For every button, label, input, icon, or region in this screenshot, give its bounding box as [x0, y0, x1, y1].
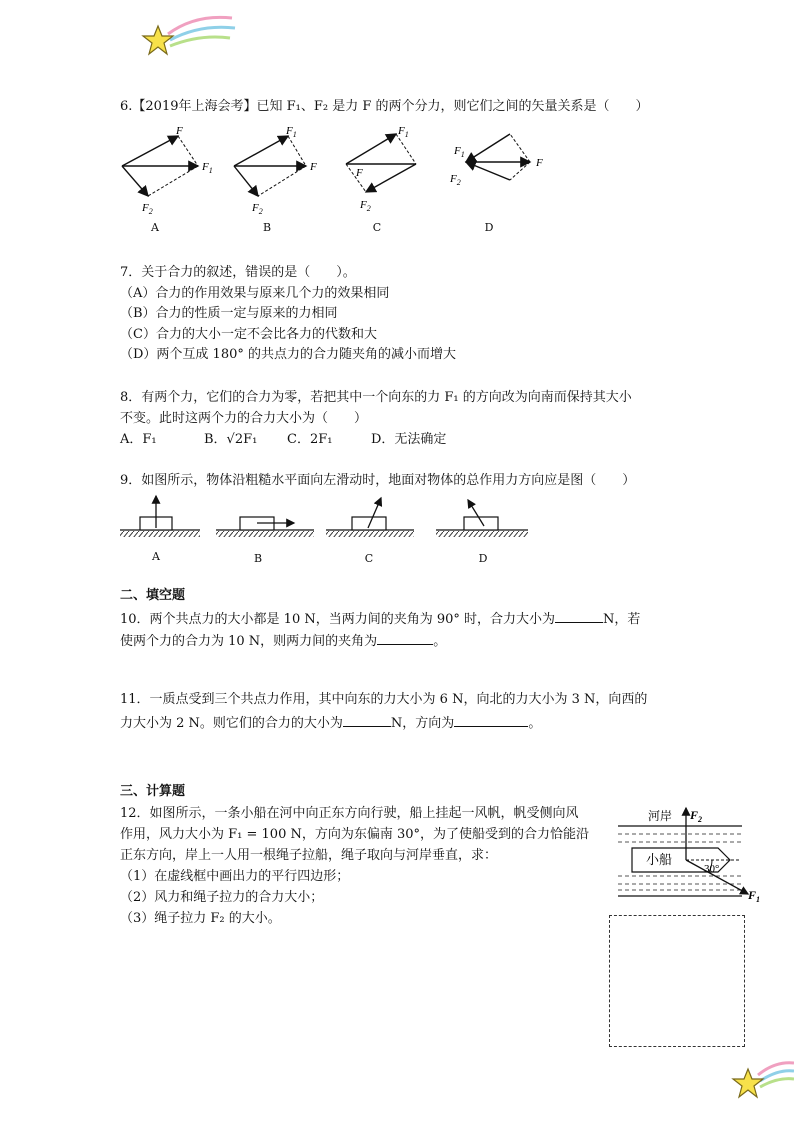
q8-option-d: D．无法确定	[371, 432, 447, 447]
q9-option-b-label: B	[253, 552, 263, 565]
q9-diagram-c	[326, 498, 414, 537]
svg-text:F: F	[536, 157, 543, 169]
svg-text:F: F	[310, 161, 317, 173]
q12-sub-1: （1）在虚线框中画出力的平行四边形；	[120, 869, 350, 884]
svg-text:F: F	[356, 167, 363, 179]
q10-text-a: 10．两个共点力的大小都是 10 N，当两力间的夹角为 90° 时，合力大小为	[120, 612, 556, 627]
q10-text-d: 。	[433, 634, 447, 649]
svg-text:F2: $F_2$	[450, 173, 461, 187]
q7-option-d: （D）两个互成 180° 的共点力的合力随夹角的减小而增大	[120, 347, 457, 362]
q12-fig-angle-label: 30°	[704, 863, 720, 875]
question-11-line2	[120, 712, 541, 734]
question-7-stem: 7．关于合力的叙述，错误的是（ ）。	[120, 265, 356, 280]
section-fill-in-heading: 二、填空题	[120, 588, 186, 603]
q6-vector-diagrams	[110, 118, 570, 218]
q11-text-b: N，方向为	[390, 716, 455, 731]
q9-option-d-label: D	[478, 552, 488, 565]
section-calculation-heading: 三、计算题	[120, 784, 186, 799]
question-8-stem-line1: 8．有两个力，它们的合力为零，若把其中一个向东的力 F₁ 的方向改为向南而保持其大小	[120, 390, 632, 405]
q8-option-a: A．F₁	[120, 432, 157, 447]
q9-diagram-b	[216, 517, 314, 537]
q12-sub-2: （2）风力和绳子拉力的合力大小；	[120, 890, 324, 905]
q11-text-c: 。	[528, 716, 542, 731]
q6-diagram-c	[346, 125, 416, 213]
question-9-stem: 9．如图所示，物体沿粗糙水平面向左滑动时，地面对物体的总作用力方向应是图（ ）	[120, 473, 636, 488]
q6-option-a-label: A	[151, 221, 159, 234]
svg-text:F1: $F_1$	[286, 125, 297, 139]
q6-diagram-a	[122, 125, 213, 216]
q9-diagram-a	[120, 496, 200, 537]
q6-diagram-d	[449, 134, 543, 187]
q11-text-a: 力大小为 2 N。则它们的合力的大小为	[120, 716, 343, 731]
q7-option-c: （C）合力的大小一定不会比各力的代数和大	[120, 327, 377, 342]
q10-text-b: N，若	[603, 612, 641, 627]
q11-answer-blank-1[interactable]	[343, 712, 391, 727]
svg-text:F2: $F_2$	[142, 202, 153, 216]
question-10-line2	[120, 630, 446, 652]
q10-answer-blank-1[interactable]	[555, 608, 603, 623]
svg-text:F1: $F_1$	[202, 161, 213, 175]
svg-text:F: F	[176, 125, 183, 137]
svg-text:F1: $F_1$	[454, 145, 465, 159]
svg-text:F2: $F_2$	[360, 199, 371, 213]
question-12-line1: 12．如图所示，一条小船在河中向正东方向行驶，船上挂起一风帆，帆受侧向风	[120, 806, 579, 821]
q8-option-b: B．√2F₁	[204, 432, 258, 447]
q12-sub-3: （3）绳子拉力 F₂ 的大小。	[120, 911, 281, 926]
q12-fig-bank-label: 河岸	[648, 809, 673, 823]
svg-text:F1: $F_1$	[748, 888, 761, 904]
q8-option-c: C．2F₁	[287, 432, 333, 447]
q11-answer-blank-2[interactable]	[454, 712, 528, 727]
question-10-line1	[120, 608, 640, 630]
shooting-star-icon	[730, 1055, 794, 1105]
q9-option-a-label: A	[152, 550, 160, 563]
q9-option-c-label: C	[364, 552, 374, 565]
q6-option-c-label: C	[372, 221, 382, 234]
question-6-stem: 6.【2019年上海会考】已知 F₁、F₂ 是力 F 的两个分力，则它们之间的矢量关系是（ ）	[120, 99, 649, 114]
svg-text:F2: $F_2$	[690, 808, 703, 824]
svg-text:F1: $F_1$	[398, 125, 409, 139]
answer-drawing-box[interactable]	[609, 915, 745, 1047]
svg-text:F2: $F_2$	[252, 202, 263, 216]
question-8-stem-line2: 不变。此时这两个力的合力大小为（ ）	[120, 411, 368, 426]
question-11-line1: 11．一质点受到三个共点力作用，其中向东的力大小为 6 N，向北的力大小为 3 N，向西的	[120, 692, 648, 707]
q12-fig-boat-label: 小船	[646, 852, 673, 867]
q7-option-a: （A）合力的作用效果与原来几个力的效果相同	[120, 286, 390, 301]
question-12-line3: 正东方向，岸上一人用一根绳子拉船，绳子取向与河岸垂直，求：	[120, 848, 498, 863]
shooting-star-icon	[140, 12, 240, 62]
q6-diagram-b	[234, 125, 317, 216]
q12-boat-figure	[612, 800, 772, 910]
question-12-line2: 作用，风力大小为 F₁ = 100 N，方向为东偏南 30°，为了使船受到的合力恰能沿	[120, 827, 590, 842]
q6-option-d-label: D	[484, 221, 494, 234]
q9-diagram-d	[436, 500, 528, 537]
q9-block-diagrams	[118, 490, 538, 542]
q6-option-b-label: B	[262, 221, 272, 234]
q10-text-c: 使两个力的合力为 10 N，则两力间的夹角为	[120, 634, 378, 649]
q10-answer-blank-2[interactable]	[377, 630, 433, 645]
q7-option-b: （B）合力的性质一定与原来的力相同	[120, 306, 338, 321]
